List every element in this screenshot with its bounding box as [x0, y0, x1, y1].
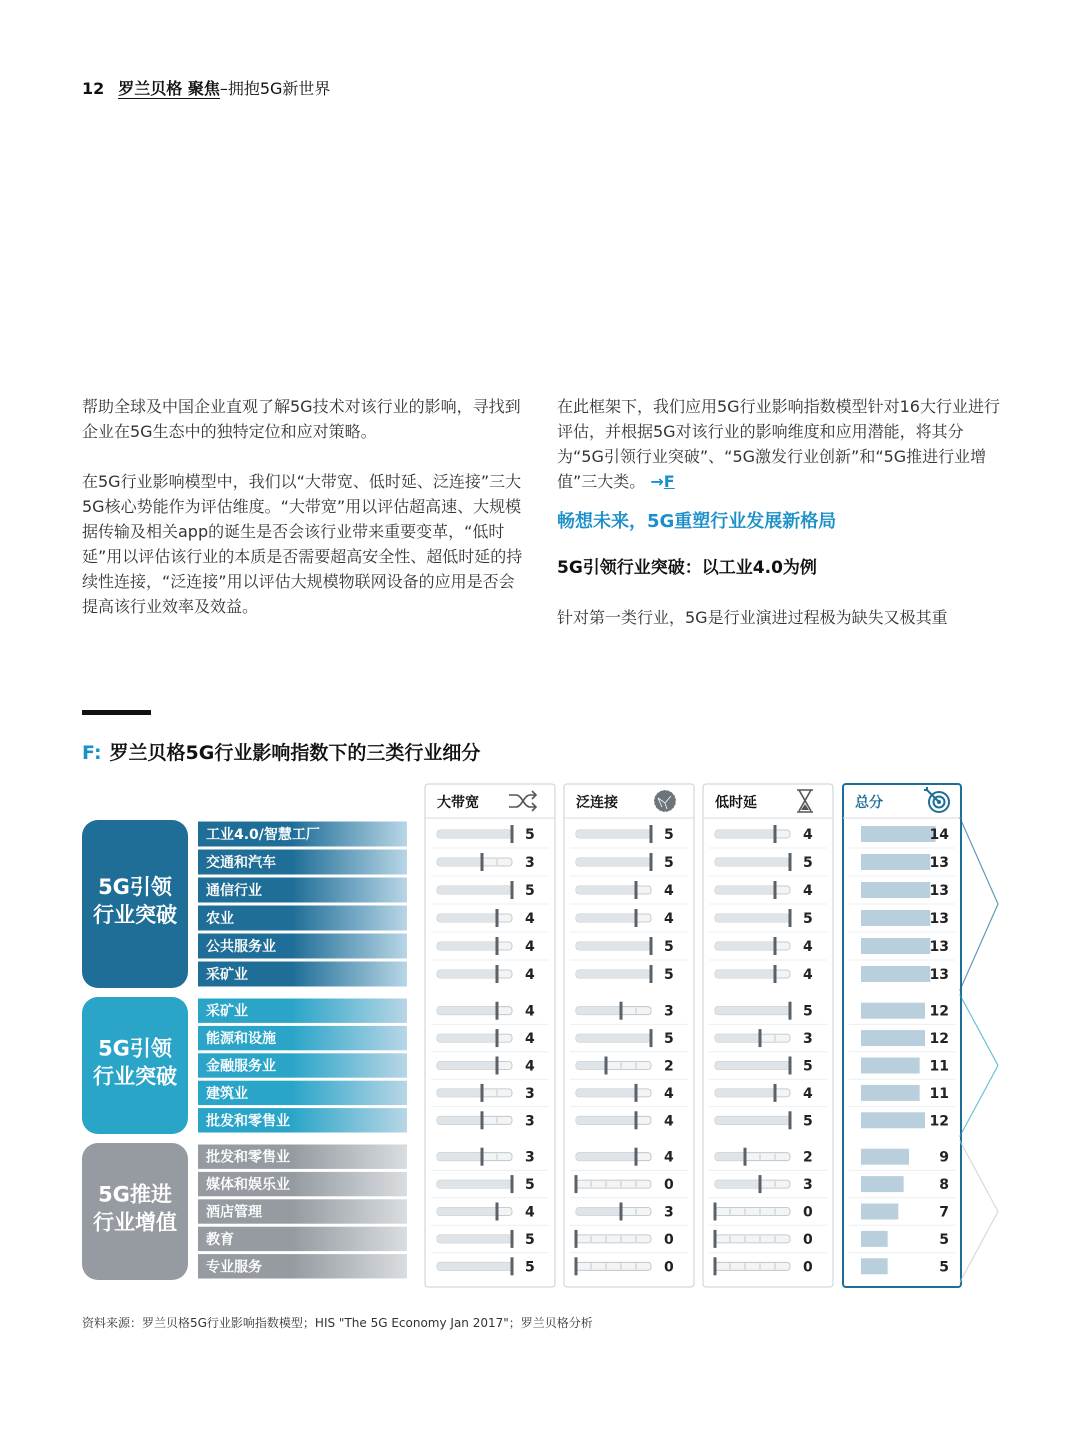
score-value: 5	[525, 1259, 535, 1276]
score-marker	[575, 1257, 578, 1275]
score-value: 4	[664, 1085, 674, 1102]
publication-title: –拥抱5G新世界	[219, 79, 331, 98]
score-value: 5	[803, 911, 813, 927]
score-fill	[576, 1208, 621, 1216]
industry-name: 金融服务业	[206, 1058, 276, 1075]
industry-name: 采矿业	[206, 967, 248, 983]
score-marker	[774, 937, 777, 955]
score-fill	[576, 1034, 651, 1042]
score-marker	[650, 853, 653, 871]
score-marker	[789, 1111, 792, 1129]
score-value: 4	[525, 1003, 535, 1020]
score-marker	[481, 853, 484, 871]
score-marker	[759, 1029, 762, 1047]
brand-label: 罗兰贝格 聚焦	[118, 79, 220, 98]
total-bar	[861, 1231, 888, 1247]
score-marker	[650, 825, 653, 843]
total-value: 9	[939, 1149, 949, 1166]
score-marker	[650, 1029, 653, 1047]
industry-name: 媒体和娱乐业	[206, 1177, 290, 1194]
score-marker	[496, 1057, 499, 1075]
score-value: 0	[664, 1259, 674, 1276]
total-bar	[861, 1003, 925, 1019]
score-value: 3	[525, 1113, 535, 1130]
total-bar	[861, 854, 930, 870]
total-value: 12	[929, 1031, 949, 1048]
score-fill	[715, 1116, 790, 1124]
score-fill	[576, 1062, 606, 1070]
score-value: 5	[664, 967, 674, 983]
score-marker	[496, 937, 499, 955]
score-marker	[759, 1175, 762, 1193]
link-text: F	[663, 472, 675, 491]
score-marker	[635, 909, 638, 927]
industry-name: 专业服务	[206, 1259, 262, 1276]
score-value: 2	[803, 1149, 813, 1166]
total-value: 13	[929, 967, 949, 983]
score-marker	[774, 1084, 777, 1102]
score-value: 5	[664, 939, 674, 955]
industry-name: 通信行业	[206, 883, 262, 899]
total-bar	[861, 938, 930, 954]
score-marker	[620, 1002, 623, 1020]
score-fill	[437, 970, 497, 978]
score-value: 3	[664, 1204, 674, 1221]
score-value: 4	[525, 911, 535, 927]
score-track	[715, 1208, 790, 1216]
score-marker	[650, 937, 653, 955]
score-marker	[511, 825, 514, 843]
total-value: 13	[929, 911, 949, 927]
score-value: 5	[803, 1113, 813, 1130]
score-fill	[576, 942, 651, 950]
right-paragraph-2: 针对第一类行业，5G是行业演进过程极为缺失又极其重	[557, 608, 948, 627]
total-value: 13	[929, 855, 949, 871]
score-marker	[511, 1257, 514, 1275]
score-marker	[789, 1002, 792, 1020]
score-fill	[576, 1007, 621, 1015]
score-fill	[437, 1007, 497, 1015]
score-fill	[715, 1034, 760, 1042]
column-header-label: 总分	[855, 795, 883, 811]
score-marker	[635, 1111, 638, 1129]
group-chevron	[960, 1141, 998, 1282]
score-marker	[496, 1029, 499, 1047]
score-marker	[620, 1203, 623, 1221]
total-bar	[861, 1149, 909, 1165]
score-marker	[774, 965, 777, 983]
score-value: 0	[803, 1231, 813, 1248]
score-marker	[511, 1175, 514, 1193]
score-fill	[437, 1034, 497, 1042]
column-header-label: 大带宽	[437, 795, 479, 811]
score-value: 5	[664, 827, 674, 843]
score-fill	[576, 1089, 636, 1097]
score-value: 4	[664, 1113, 674, 1130]
industry-name: 采矿业	[206, 1003, 248, 1020]
score-fill	[576, 830, 651, 838]
score-marker	[496, 1203, 499, 1221]
score-marker	[511, 1230, 514, 1248]
industry-name: 批发和零售业	[206, 1149, 290, 1166]
group-label: 5G引领	[98, 875, 172, 899]
score-fill	[576, 858, 651, 866]
subsection-heading: 5G引领行业突破：以工业4.0为例	[557, 558, 817, 578]
score-fill	[437, 1235, 512, 1243]
score-track	[576, 1262, 651, 1270]
score-marker	[789, 909, 792, 927]
score-value: 3	[525, 1149, 535, 1166]
group-chevron	[960, 995, 998, 1136]
score-fill	[437, 886, 512, 894]
score-fill	[437, 1116, 482, 1124]
total-value: 14	[929, 827, 949, 843]
industry-name: 建筑业	[206, 1085, 248, 1102]
score-value: 2	[664, 1058, 674, 1075]
score-value: 5	[803, 1058, 813, 1075]
score-value: 4	[525, 1204, 535, 1221]
industry-name: 公共服务业	[206, 939, 276, 955]
column-header-label: 泛连接	[576, 795, 618, 811]
group-label: 5G引领	[98, 1036, 172, 1061]
total-value: 12	[929, 1113, 949, 1130]
score-marker	[650, 965, 653, 983]
score-value: 4	[525, 939, 535, 955]
score-fill	[715, 970, 775, 978]
score-value: 5	[664, 1031, 674, 1048]
score-value: 4	[525, 1031, 535, 1048]
group-label: 行业突破	[93, 1064, 177, 1089]
score-fill	[715, 830, 775, 838]
score-value: 4	[664, 1149, 674, 1166]
score-fill	[715, 1062, 790, 1070]
total-bar	[861, 1058, 920, 1074]
score-fill	[715, 942, 775, 950]
score-value: 3	[664, 1003, 674, 1020]
score-fill	[576, 970, 651, 978]
industry-name: 能源和设施	[206, 1031, 276, 1048]
score-fill	[715, 1153, 745, 1161]
score-value: 4	[664, 911, 674, 927]
left-paragraph-1: 帮助全球及中国企业直观了解5G技术对该行业的影响，寻找到企业在5G生态中的独特定位和应对策略。	[82, 397, 521, 441]
score-marker	[789, 1057, 792, 1075]
score-marker	[496, 1002, 499, 1020]
total-value: 5	[939, 1259, 949, 1276]
score-fill	[437, 942, 497, 950]
score-marker	[714, 1257, 717, 1275]
score-marker	[774, 825, 777, 843]
score-value: 4	[803, 967, 813, 983]
industry-name: 工业4.0/智慧工厂	[206, 827, 320, 843]
score-fill	[715, 1089, 775, 1097]
score-value: 3	[803, 1177, 813, 1194]
score-marker	[635, 881, 638, 899]
group-label: 行业突破	[93, 903, 177, 927]
total-bar	[861, 910, 930, 926]
score-value: 5	[525, 883, 535, 899]
score-marker	[635, 1148, 638, 1166]
score-value: 4	[803, 827, 813, 843]
section-heading: 畅想未来，5G重塑行业发展新格局	[557, 511, 837, 532]
industry-name: 批发和零售业	[206, 1113, 290, 1130]
group-chevron	[960, 818, 998, 990]
source-note: 资料来源：罗兰贝格5G行业影响指数模型；HIS "The 5G Economy Jan 2017"；罗兰贝格分析	[82, 1316, 593, 1330]
score-track	[576, 1180, 651, 1188]
link-arrow-icon: →	[650, 472, 664, 491]
score-fill	[715, 858, 790, 866]
column-header-label: 低时延	[715, 795, 757, 811]
total-bar	[861, 1112, 925, 1128]
score-fill	[576, 886, 636, 894]
score-value: 5	[525, 827, 535, 843]
total-value: 13	[929, 939, 949, 955]
score-value: 0	[664, 1177, 674, 1194]
total-value: 11	[929, 1085, 949, 1102]
score-fill	[437, 858, 482, 866]
score-value: 0	[803, 1204, 813, 1221]
score-value: 4	[525, 967, 535, 983]
score-value: 4	[803, 883, 813, 899]
score-marker	[481, 1148, 484, 1166]
score-fill	[437, 1208, 497, 1216]
industry-name: 农业	[206, 911, 234, 927]
score-marker	[496, 965, 499, 983]
score-fill	[715, 914, 790, 922]
group-label: 行业增值	[93, 1210, 177, 1235]
total-value: 5	[939, 1231, 949, 1248]
score-marker	[714, 1203, 717, 1221]
score-marker	[714, 1230, 717, 1248]
score-track	[715, 1235, 790, 1243]
score-value: 5	[803, 1003, 813, 1020]
total-bar	[861, 1258, 888, 1274]
score-fill	[576, 914, 636, 922]
right-paragraph-1-text: 在此框架下，我们应用5G行业影响指数模型针对16大行业进行评估，并根据5G对该行业的影响维度和应用潜能，将其分为“5G引领行业突破”、“5G激发行业创新”和“5G推进行业增值”三大类。	[557, 397, 1000, 491]
total-bar	[861, 1176, 904, 1192]
score-fill	[437, 1180, 512, 1188]
network-globe-icon	[654, 790, 676, 812]
total-value: 7	[939, 1204, 949, 1221]
score-fill	[576, 1116, 636, 1124]
score-value: 5	[525, 1177, 535, 1194]
figure-label: F:	[82, 742, 102, 764]
score-marker	[575, 1175, 578, 1193]
page-number: 12	[82, 79, 105, 98]
score-value: 4	[803, 1085, 813, 1102]
total-bar	[861, 1204, 898, 1220]
score-fill	[437, 1062, 497, 1070]
total-value: 8	[939, 1177, 949, 1194]
score-fill	[437, 830, 512, 838]
score-value: 0	[803, 1259, 813, 1276]
industry-name: 酒店管理	[206, 1204, 262, 1221]
score-value: 3	[525, 855, 535, 871]
score-fill	[715, 886, 775, 894]
score-marker	[635, 1084, 638, 1102]
score-fill	[576, 1153, 636, 1161]
score-value: 3	[525, 1085, 535, 1102]
score-marker	[744, 1148, 747, 1166]
industry-name: 交通和汽车	[206, 855, 276, 871]
group-label: 5G推进	[98, 1182, 172, 1207]
score-value: 4	[664, 883, 674, 899]
score-value: 5	[803, 855, 813, 871]
total-value: 13	[929, 883, 949, 899]
total-bar	[861, 826, 936, 842]
industry-name: 教育	[206, 1231, 234, 1248]
score-marker	[789, 853, 792, 871]
score-marker	[605, 1057, 608, 1075]
score-marker	[575, 1230, 578, 1248]
score-value: 4	[525, 1058, 535, 1075]
score-value: 5	[664, 855, 674, 871]
total-bar	[861, 1030, 925, 1046]
score-marker	[481, 1084, 484, 1102]
score-fill	[437, 1262, 512, 1270]
score-fill	[437, 1089, 482, 1097]
score-track	[576, 1235, 651, 1243]
score-value: 0	[664, 1231, 674, 1248]
total-bar	[861, 966, 930, 982]
score-value: 5	[525, 1231, 535, 1248]
total-value: 11	[929, 1058, 949, 1075]
score-value: 3	[803, 1031, 813, 1048]
total-value: 12	[929, 1003, 949, 1020]
score-value: 4	[803, 939, 813, 955]
left-paragraph-2: 在5G行业影响模型中，我们以“大带宽、低时延、泛连接”三大5G核心势能作为评估维度。“大带宽”用以评估超高速、大规模据传输及相关app的诞生是否会该行业带来重要变革，“低时延”用以评估该行业的本质是否需要超高安全性、超低时延的持续性连接，“泛连接”用以评估大规模物联网设备的应用是否会提高该行业效率及效益。	[82, 472, 523, 616]
total-bar	[861, 882, 930, 898]
score-marker	[481, 1111, 484, 1129]
score-fill	[437, 914, 497, 922]
score-fill	[715, 1180, 760, 1188]
score-marker	[774, 881, 777, 899]
figure-title-text: 罗兰贝格5G行业影响指数下的三类行业细分	[109, 742, 481, 764]
score-marker	[511, 881, 514, 899]
score-track	[715, 1262, 790, 1270]
score-fill	[437, 1153, 482, 1161]
score-fill	[715, 1007, 790, 1015]
score-marker	[496, 909, 499, 927]
total-bar	[861, 1085, 920, 1101]
